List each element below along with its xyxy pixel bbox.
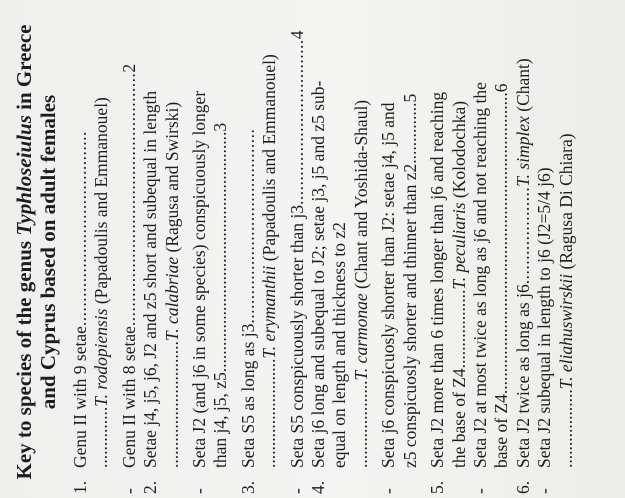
taxon-authors: (Chant) [512,58,533,117]
entry-number: - [534,488,555,494]
entry-text: than j4, j5, z5 [210,372,231,468]
leader-dots: .................. [555,389,576,468]
key-list [70,10,577,494]
leader-dots: ..................................................................... [491,92,512,395]
entry-text: the base of Z4 [448,368,469,468]
leader-dots: .................................. [286,39,307,206]
entry-text: Seta j6 long and subequal to J2; setae j3, j5 and z5 sub- [308,80,329,468]
entry-number: 4. [308,480,329,494]
taxon-authors: (Ragusa Di Chiara) [555,133,576,274]
title-genus: Typhloseiulus [12,115,36,236]
key-entry-4-alt [378,10,399,494]
key-entry-6-alt-result [556,10,577,494]
taxon-name: T. peculiaris [448,202,469,290]
title-text-post: in Greece [12,24,36,116]
taxon-authors: (Ragusa and Swirski) [161,101,182,257]
entry-text: z5 conspicuosly shorter and thinner than z2 [399,163,420,468]
entry-text: base of Z4 [491,394,512,468]
entry-number: 6. [512,480,533,494]
taxon-authors: (Papadoulis and Emmanouel) [91,97,112,309]
taxon-authors: (Kolodochka) [448,100,469,203]
goto-number: 5 [399,93,420,103]
key-entry-5-result [449,10,470,494]
taxon-name: T. calabriae [161,256,182,342]
key-entry-4 [308,10,329,494]
entry-text: Seta J2 twice as long as j6 [512,284,533,468]
entry-number: - [189,488,210,494]
leader-dots: ....................................................... [210,131,231,373]
goto-number: 3 [210,122,231,132]
taxon-name: T. carmonae [350,293,371,381]
taxon-authors: (Chant and Yoshida-Shaul) [350,99,371,294]
key-entry-3 [238,10,259,494]
key-entry-2-alt-cont [210,10,231,494]
taxon-authors: (Papadoulis and Emmanouel) [259,54,280,266]
leader-dots: .................... [350,380,371,468]
entry-text: Seta J2 subequal in length to j6 (J2=5/4 j6) [534,167,555,468]
leader-dots: ........................................ [237,128,258,324]
key-entry-3-alt [287,10,308,494]
key-entry-4-alt-cont [400,10,421,494]
key-title [12,10,60,494]
entry-number: - [118,488,139,494]
entry-text: Setae j4, j5, j6, J2 and z5 short and subequal in length [140,90,161,468]
key-entry-5 [427,10,448,494]
key-entry-4-cont [329,10,350,494]
leader-dots: .............. [399,102,420,164]
goto-number: 2 [118,63,139,73]
leader-dots: .................... [512,186,533,285]
taxon-name: T. eliahuswirskii [555,273,576,390]
entry-text: Seta S5 conspicuously shorter than j3 [286,205,307,468]
entry-number: - [469,488,490,494]
entry-text: Seta J2 (and j6 in some species) conspicuously longer [189,90,210,468]
leader-dots: .............. [91,406,112,468]
key-entry-4-result [351,10,372,494]
key-entry-5-alt-cont [491,10,512,494]
leader-dots: ......................... [259,358,280,468]
entry-text: Seta J2 at most twice as long as j6 and not reaching the [469,82,490,468]
key-entry-1-result [91,10,112,494]
entry-number: - [378,488,399,494]
taxon-name: T. erymanthii [259,265,280,359]
entry-text: Seta S5 as long as j3 [237,323,258,468]
key-entry-2-result [162,10,183,494]
leader-dots: ........................................ [70,131,90,327]
entry-text: Genu II with 8 setae [118,326,139,468]
entry-number: - [286,488,307,494]
taxon-name: T. simplex [512,116,533,187]
key-entry-5-alt [470,10,491,494]
entry-text: equal on length and thickness to z2 [329,222,350,468]
entry-number: 2. [140,480,161,494]
key-entry-3-result [259,10,280,494]
leader-dots: .................. [448,289,469,369]
goto-number: 4 [286,30,307,40]
goto-number: 6 [491,83,512,93]
key-entry-1 [70,10,91,494]
key-entry-2-alt [189,10,210,494]
key-entry-2 [140,10,161,494]
title-line-1 [12,10,36,494]
key-entry-6 [513,10,534,494]
leader-dots: .................................................... [118,72,139,327]
entry-text: Seta J2 more than 6 times longer than j6 and reaching [427,91,448,468]
taxon-name: T. rodopiensis [91,308,112,407]
title-line-2: and Cyprus based on adult females [36,94,60,410]
entry-number: 5. [427,480,448,494]
key-entry-1-alt [119,10,140,494]
key-entry-6-alt [534,10,555,494]
entry-number: 3. [237,480,258,494]
entry-text: Seta j6 conspicuosly shorter than J2: setae j4, j5 and [378,102,399,468]
leader-dots: ............................. [161,341,182,468]
entry-text: Genu II with 9 setae [70,326,90,468]
title-text-pre: Key to species of the genus [12,235,36,480]
entry-number: 1. [70,480,90,494]
